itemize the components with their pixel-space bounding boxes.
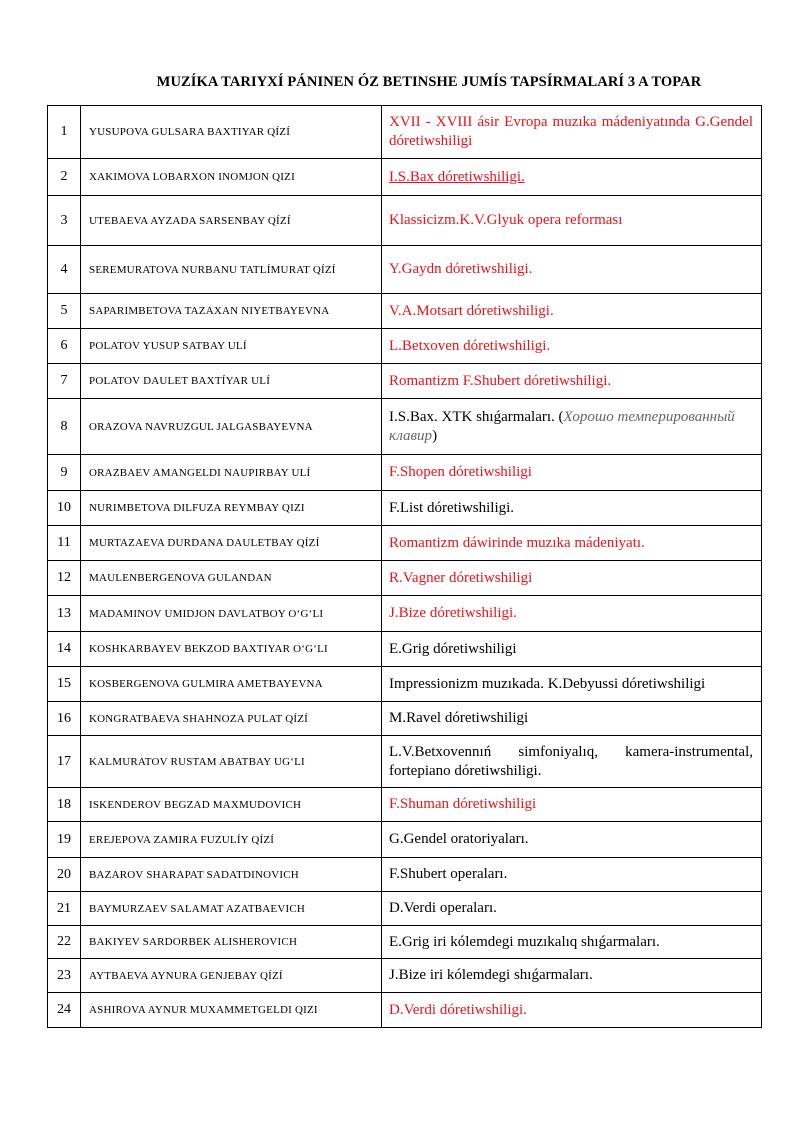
student-name: KOSBERGENOVA GULMIRA AMETBAYEVNA (81, 667, 382, 702)
assignment-topic: Impressionizm muzıkada. K.Debyussi dóretiwshiligi (382, 667, 762, 702)
student-name: POLATOV YUSUP SATBAY ULÍ (81, 329, 382, 364)
table-row (48, 526, 762, 561)
assignment-topic: E.Grig iri kólemdegi muzıkalıq shıǵarmaları. (382, 926, 762, 959)
row-number: 21 (48, 892, 81, 926)
assignments-table (47, 105, 762, 1028)
assignment-topic: F.Shuman dóretiwshiligi (382, 788, 762, 822)
assignment-topic: M.Ravel dóretiwshiligi (382, 702, 762, 736)
row-number: 12 (48, 561, 81, 596)
table-row (48, 491, 762, 526)
assignment-topic: F.Shopen dóretiwshiligi (382, 455, 762, 491)
assignment-topic: G.Gendel oratoriyaları. (382, 822, 762, 858)
table-row (48, 329, 762, 364)
row-number: 7 (48, 364, 81, 399)
row-number: 6 (48, 329, 81, 364)
table-row (48, 926, 762, 959)
row-number: 18 (48, 788, 81, 822)
assignment-topic: I.S.Bax dóretiwshiligi. (382, 159, 762, 196)
student-name: KONGRATBAEVA SHAHNOZA PULAT QÍZÍ (81, 702, 382, 736)
row-number: 11 (48, 526, 81, 561)
row-number: 15 (48, 667, 81, 702)
table-row (48, 399, 762, 455)
row-number: 10 (48, 491, 81, 526)
table-row (48, 294, 762, 329)
row-number: 19 (48, 822, 81, 858)
row-number: 8 (48, 399, 81, 455)
row-number: 5 (48, 294, 81, 329)
table-row (48, 632, 762, 667)
table-row (48, 455, 762, 491)
student-name: UTEBAEVA AYZADA SARSENBAY QÍZÍ (81, 196, 382, 246)
document-title: MUZÍKA TARIYXÍ PÁNINEN ÓZ BETINSHE JUMÍS TAPSÍRMALARÍ 3 A TOPAR (156, 74, 702, 90)
table-row (48, 993, 762, 1028)
assignment-topic: Klassicizm.K.V.Glyuk opera reforması (382, 196, 762, 246)
row-number: 2 (48, 159, 81, 196)
assignment-topic: D.Verdi dóretiwshiligi. (382, 993, 762, 1028)
topic-italic-text: Хорошо темперированный клавир (389, 408, 735, 444)
row-number: 23 (48, 959, 81, 993)
assignment-topic: J.Bize iri kólemdegi shıǵarmaları. (382, 959, 762, 993)
student-name: MADAMINOV UMIDJON DAVLATBOY O‘G‘LI (81, 596, 382, 632)
student-name: BAKIYEV SARDORBEK ALISHEROVICH (81, 926, 382, 959)
table-row (48, 561, 762, 596)
table-row (48, 736, 762, 788)
assignment-topic: Romantizm dáwirinde muzıka mádeniyatı. (382, 526, 762, 561)
table-row (48, 959, 762, 993)
assignment-topic: D.Verdi operaları. (382, 892, 762, 926)
row-number: 16 (48, 702, 81, 736)
student-name: MAULENBERGENOVA GULANDAN (81, 561, 382, 596)
assignment-topic: F.List dóretiwshiligi. (382, 491, 762, 526)
student-name: MURTAZAEVA DURDANA DAULETBAY QÍZÍ (81, 526, 382, 561)
assignment-topic: XVII - XVIII ásir Evropa muzıka mádeniyatında G.Gendel dóretiwshiligi (382, 106, 762, 159)
assignment-topic: Y.Gaydn dóretiwshiligi. (382, 246, 762, 294)
student-name: NURIMBETOVA DILFUZA REYMBAY QIZI (81, 491, 382, 526)
table-row (48, 702, 762, 736)
row-number: 14 (48, 632, 81, 667)
student-name: POLATOV DAULET BAXTÍYAR ULÍ (81, 364, 382, 399)
row-number: 1 (48, 106, 81, 159)
topic-end-text: ) (432, 427, 438, 444)
student-name: SAPARIMBETOVA TAZAXAN NIYETBAYEVNA (81, 294, 382, 329)
student-name: ISKENDEROV BEGZAD MAXMUDOVICH (81, 788, 382, 822)
table-row (48, 858, 762, 892)
row-number: 20 (48, 858, 81, 892)
table-row (48, 667, 762, 702)
student-name: KALMURATOV RUSTAM ABATBAY UG‘LI (81, 736, 382, 788)
student-name: ORAZBAEV AMANGELDI NAUPIRBAY ULÍ (81, 455, 382, 491)
student-name: ASHIROVA AYNUR MUXAMMETGELDI QIZI (81, 993, 382, 1028)
table-row (48, 196, 762, 246)
topic-text: I.S.Bax. XTK shıǵarmaları. ( (389, 408, 564, 425)
student-name: AYTBAEVA AYNURA GENJEBAY QÍZÍ (81, 959, 382, 993)
student-name: BAZAROV SHARAPAT SADATDINOVICH (81, 858, 382, 892)
assignment-topic: R.Vagner dóretiwshiligi (382, 561, 762, 596)
assignment-topic: J.Bize dóretiwshiligi. (382, 596, 762, 632)
row-number: 17 (48, 736, 81, 788)
table-row (48, 106, 762, 159)
table-row (48, 788, 762, 822)
student-name: BAYMURZAEV SALAMAT AZATBAEVICH (81, 892, 382, 926)
student-name: XAKIMOVA LOBARXON INOMJON QIZI (81, 159, 382, 196)
assignment-topic: E.Grig dóretiwshiligi (382, 632, 762, 667)
row-number: 4 (48, 246, 81, 294)
student-name: EREJEPOVA ZAMIRA FUZULÍY QÍZÍ (81, 822, 382, 858)
row-number: 3 (48, 196, 81, 246)
student-name: YUSUPOVA GULSARA BAXTIYAR QÍZÍ (81, 106, 382, 159)
assignment-topic: V.A.Motsart dóretiwshiligi. (382, 294, 762, 329)
table-row (48, 822, 762, 858)
student-name: SEREMURATOVA NURBANU TATLÍMURAT QÍZÍ (81, 246, 382, 294)
assignment-topic: Romantizm F.Shubert dóretiwshiligi. (382, 364, 762, 399)
table-row (48, 596, 762, 632)
assignment-topic: L.Betxoven dóretiwshiligi. (382, 329, 762, 364)
student-name: ORAZOVA NAVRUZGUL JALGASBAYEVNA (81, 399, 382, 455)
row-number: 13 (48, 596, 81, 632)
row-number: 9 (48, 455, 81, 491)
assignment-topic: F.Shubert operaları. (382, 858, 762, 892)
assignment-topic: L.V.Betxovennıń simfoniyalıq, kamera-instrumental, fortepiano dóretiwshiligi. (382, 736, 762, 788)
student-name: KOSHKARBAYEV BEKZOD BAXTIYAR O‘G‘LI (81, 632, 382, 667)
row-number: 24 (48, 993, 81, 1028)
assignment-topic (382, 399, 762, 455)
row-number: 22 (48, 926, 81, 959)
table-row (48, 364, 762, 399)
table-row (48, 246, 762, 294)
table-row (48, 892, 762, 926)
table-row (48, 159, 762, 196)
